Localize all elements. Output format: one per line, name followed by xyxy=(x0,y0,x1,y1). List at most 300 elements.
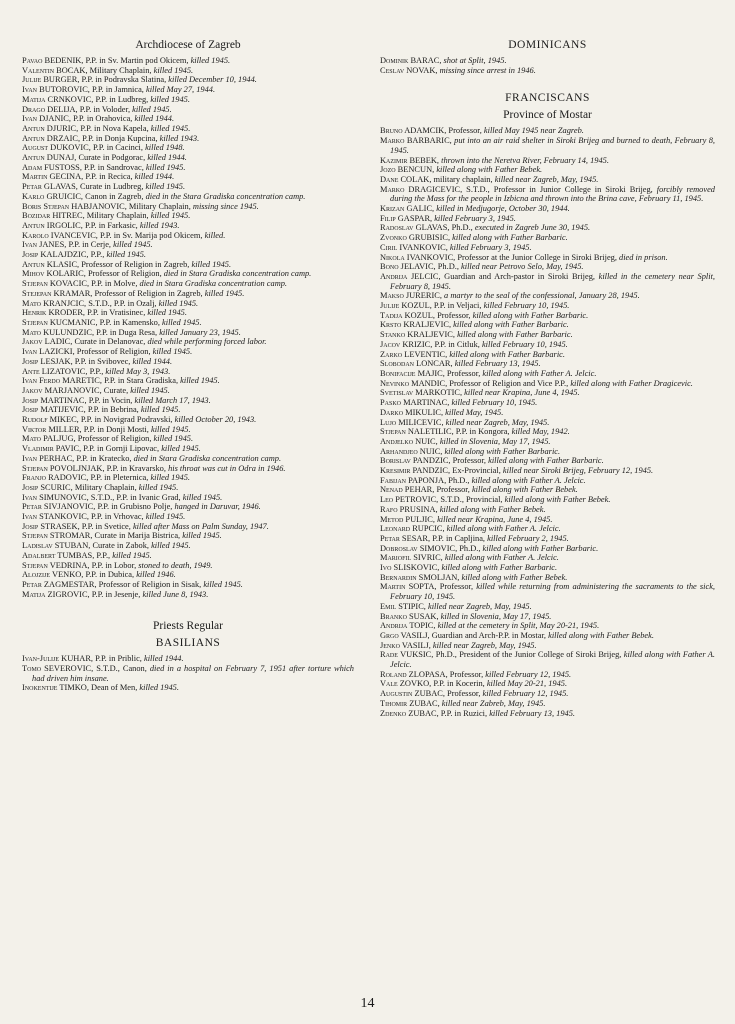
entry-name: Petar SESAR, xyxy=(380,533,431,543)
entry-role: Professor, xyxy=(436,485,470,495)
entry-name: Ceslav NOVAK, xyxy=(380,65,438,75)
entry-fate: stoned to death, 1949. xyxy=(138,560,213,570)
entry xyxy=(380,311,715,321)
entry-fate: killed along with Father Barbaric. xyxy=(452,233,568,243)
entry-fate: killed June 8, 1943. xyxy=(142,589,209,599)
entry xyxy=(22,308,354,318)
entry-role: P.P. in Svetice, xyxy=(81,521,131,531)
entry xyxy=(380,679,715,689)
entry-role: P.P. in Jamnica, xyxy=(92,85,144,95)
entry-name: Ivan LAZICKI, xyxy=(22,347,75,357)
entry-fate: killed in Medjugorje, October 30, 1944. xyxy=(436,204,570,214)
entry-role: P.P. in Cerje, xyxy=(68,240,112,250)
entry xyxy=(22,454,354,464)
entry-name: Rafo PRUSINA, xyxy=(380,504,438,514)
entry xyxy=(22,124,354,134)
entry-fate: died in Stara Gradiska concentration camp. xyxy=(139,279,288,289)
entry-name: Tihomir ZUBAC, xyxy=(380,698,440,708)
entry-name: Karolo IVANCEVIC, xyxy=(22,230,98,240)
entry-fate: killed 1945. xyxy=(139,683,179,693)
entry-fate: missing since arrest in 1946. xyxy=(439,65,536,75)
entry xyxy=(22,192,354,202)
entry-name: Ciril IVANKOVIC, xyxy=(380,242,448,252)
entry-fate: killed 1945. xyxy=(204,288,245,298)
entry-role: Curate in Podgorac, xyxy=(78,153,146,163)
entry-fate: killed 1945. xyxy=(145,182,186,192)
entry-role: P.P. in Podravska Slatina, xyxy=(81,75,167,85)
entry xyxy=(22,376,354,386)
entry-role: P.P. in Kratecko, xyxy=(76,453,132,463)
entry-name: Bono JELAVIC, xyxy=(380,262,436,272)
entry-name: Metod PULJIC, xyxy=(380,514,435,524)
entry-role: P.P. in Recica, xyxy=(85,172,133,182)
entry xyxy=(380,573,715,583)
entry-name: Roland ZLOPASA, xyxy=(380,669,448,679)
entry-role: Professor of Religion, xyxy=(76,347,151,357)
entry-role: Professor of Religion, xyxy=(87,269,162,279)
entry-fate: killed May, 1942. xyxy=(511,427,570,437)
entry-fate: killed along with Father A. Jelcic. xyxy=(471,475,586,485)
entry xyxy=(380,388,715,398)
entry-role: P.P. in Capljina, xyxy=(432,533,486,543)
entry-name: Ivan SIMUNOVIC, xyxy=(22,492,89,502)
entry-fate: killed 1945. xyxy=(151,541,191,551)
entry xyxy=(22,396,354,406)
entry-name: Jakov LADIC, xyxy=(22,337,73,347)
entry-fate: killed in Slovenia, May 17, 1945. xyxy=(440,611,552,621)
entry-name: Josip SCURIC, xyxy=(22,482,73,492)
entry-fate: killed 1945. xyxy=(158,298,199,308)
entry-name: Ivo SLISKOVIC, xyxy=(380,563,440,573)
entry xyxy=(380,379,715,389)
entry xyxy=(22,367,354,377)
entry-name: Antun IRGOLIC, xyxy=(22,220,83,230)
entry-name: Nenad PEHAR, xyxy=(380,485,435,495)
entry-fate: killed January 23, 1945. xyxy=(159,327,241,337)
entry-role: Professor, xyxy=(449,669,484,679)
entry-fate: killed along with Father Bebek. xyxy=(461,572,568,582)
entry-role: P.P. in Donja Kupcina, xyxy=(82,133,158,143)
entry-role: P.P. in Orahovica, xyxy=(73,114,133,124)
entry xyxy=(22,318,354,328)
entry-name: Franjo RADOVIC, xyxy=(22,473,89,483)
entry xyxy=(380,670,715,680)
entry-role: Ph.D., xyxy=(459,543,481,553)
entry xyxy=(22,114,354,124)
entry-name: Martin SOPTA, xyxy=(380,582,437,592)
entry-role: P.P. in Ruzici, xyxy=(440,708,488,718)
entry-name: Ivan STANKOVIC, xyxy=(22,512,89,522)
entry-name: Alojzije VENKO, xyxy=(22,570,84,580)
entry-fate: killed along with Father Barbaric. xyxy=(472,310,589,320)
entry xyxy=(380,156,715,166)
entry xyxy=(380,233,715,243)
entry-fate: shot at Split, 1945. xyxy=(443,56,507,65)
entry-role: Military Chaplain, xyxy=(89,65,152,75)
entry-role: Professor of Religion in Zagreb, xyxy=(81,259,190,269)
entry-fate: killed 1945. xyxy=(132,104,172,114)
entry-role: P.P. in Novigrad Podravski, xyxy=(80,415,173,425)
entry xyxy=(22,493,354,503)
entry xyxy=(22,434,354,444)
entry-role: P.P. in Veljaci, xyxy=(433,301,482,311)
entry-name: Julije BURGER, xyxy=(22,75,80,85)
entry-fate: died in the Stara Gradiska concentration camp. xyxy=(145,191,306,201)
entry xyxy=(380,253,715,263)
entry-fate: killed February 3, 1945. xyxy=(434,213,516,223)
entry xyxy=(380,544,715,554)
entry xyxy=(380,291,715,301)
entry-fate: killed along with Father Bebek. xyxy=(436,165,543,175)
entry xyxy=(380,524,715,534)
entry-name: Tadija KOZUL, xyxy=(380,310,436,320)
entry-role: P.P. in Kravarsko, xyxy=(106,463,166,473)
entry-fate: killed February 2, 1945. xyxy=(487,533,569,543)
entry xyxy=(22,512,354,522)
entry-name: Krizan GALIC, xyxy=(380,204,435,214)
entry-fate: thrown into the Neretva River, February 14, 1945. xyxy=(441,155,609,165)
entry xyxy=(22,299,354,309)
entry xyxy=(22,337,354,347)
entry xyxy=(22,551,354,561)
entry-role: P.P. in Donji Mosti, xyxy=(83,424,149,434)
entry xyxy=(22,221,354,231)
entry-role: Professor at the Junior College in Siroki Brijeg, xyxy=(457,252,617,262)
entry-role: P.P. in Vrhovac, xyxy=(91,512,144,522)
entry-fate: killed 1944. xyxy=(144,654,184,664)
entry-name: Matija ZIGROVIC, xyxy=(22,589,90,599)
entry-role: Professor of Religion, xyxy=(77,434,152,444)
entry-name: Kazimir BEBEK, xyxy=(380,155,440,165)
entry-fate: killed near Siroki Brijeg, February 12, 1945. xyxy=(502,466,654,476)
entry xyxy=(22,502,354,512)
entry-name: Stjepan POVOLJNJAK, xyxy=(22,463,105,473)
entry-name: Filip GASPAR, xyxy=(380,213,433,223)
section-heading-province-of-mostar: Province of Mostar xyxy=(503,109,592,122)
entry-role: P.P. in Dubica, xyxy=(85,570,135,580)
entry-fate: killed 1944. xyxy=(134,114,175,124)
entry-name: Jacov KRIZIC, xyxy=(380,339,433,349)
entry xyxy=(22,56,354,66)
entry-role: P.P. in Vocin, xyxy=(88,395,133,405)
entry xyxy=(380,408,715,418)
entry-name: Leo PETROVIC, xyxy=(380,495,439,505)
entry-name: Stjepan KOVACIC, xyxy=(22,279,90,289)
entry-role: S.T.D., Provincial, xyxy=(440,495,503,505)
entry-name: Dane COLAK, xyxy=(380,174,432,184)
entry-fate: killed 1945. xyxy=(147,308,187,318)
entry-fate: killed 1945. xyxy=(140,405,181,415)
entry-fate: killed while returning from administering the sacraments to the sick, February 10, 1945. xyxy=(390,582,715,602)
entry-name: Mato KRANJCIC, xyxy=(22,298,87,308)
entry-fate: killed near Zagreb, May, 1945. xyxy=(494,174,599,184)
entry-name: Marko BARBARIC, xyxy=(380,136,452,146)
entry xyxy=(380,243,715,253)
entry-role: Guardian and Arch-pastor in Siroki Brijeg, xyxy=(444,271,595,281)
entry xyxy=(22,172,354,182)
entry-fate: killed near Krapina, June 4, 1945. xyxy=(464,388,580,398)
entry-name: Rudolf MIKEC, xyxy=(22,415,79,425)
entry xyxy=(22,75,354,85)
entry xyxy=(22,425,354,435)
entry xyxy=(22,211,354,221)
entry xyxy=(22,561,354,571)
entry-fate: killed in the cemetery near Split, February 8, 1945. xyxy=(390,271,716,291)
entry-fate: died in a hospital on February 7, 1951 after torture which had driven him insane. xyxy=(32,664,354,683)
entry-name: Inokentije TIMKO, xyxy=(22,683,89,693)
entry-fate: killed along with Father Barbaric. xyxy=(444,446,561,456)
entry-fate: killed 1948. xyxy=(145,143,185,153)
entry-fate: killed May, 1945. xyxy=(445,407,504,417)
entry-name: Fabijan PAPONJA, xyxy=(380,475,447,485)
entry-fate: killed at the cemetery in Split, May 20-21, 1945. xyxy=(437,621,600,631)
entry-role: P.P. in Stara Gradiska, xyxy=(104,376,179,386)
entry-role: P.P. in Duga Resa, xyxy=(96,327,158,337)
entry xyxy=(380,398,715,408)
entry-role: P.P. in Kongora, xyxy=(455,427,510,437)
entry xyxy=(22,444,354,454)
entry xyxy=(380,126,715,136)
entry xyxy=(380,534,715,544)
entry-fate: killed along with Father Barbaric. xyxy=(457,330,573,340)
entry-fate: killed along with Father A. Jelcic. xyxy=(444,553,559,563)
left-column xyxy=(22,38,354,693)
entry xyxy=(22,163,354,173)
entry-role: Professor, xyxy=(447,689,481,699)
section-heading-franciscans: FRANCISCANS xyxy=(505,92,590,105)
entry-name: Stjepan VEDRINA, xyxy=(22,560,90,570)
entry-fate: killed 1945. xyxy=(138,482,179,492)
entry-fate: killed near Petrovo Selo, May, 1945. xyxy=(461,262,584,272)
entry-name: Stjepan NALETILIC, xyxy=(380,427,454,437)
entry xyxy=(380,340,715,350)
entry-fate: killed 1945. xyxy=(150,123,191,133)
entry-name: August DUKOVIC, xyxy=(22,143,91,153)
entry-name: Zarko LEVENTIC, xyxy=(380,349,448,359)
entry-name: Grgo VASILJ, xyxy=(380,630,430,640)
entry-fate: killed December 10, 1944. xyxy=(168,75,257,85)
entry xyxy=(380,437,715,447)
entry-fate: killed 1945. xyxy=(145,162,186,172)
entry xyxy=(380,359,715,369)
entry-name: Ivan BUTOROVIC, xyxy=(22,85,90,95)
entry-fate: killed. xyxy=(204,230,226,240)
entry-name: Henrik KRODER, xyxy=(22,308,85,318)
entry-role: P.P. in Ludbreg, xyxy=(95,94,149,104)
entry-fate: killed along with Father Barbaric. xyxy=(488,456,604,466)
entry xyxy=(380,699,715,709)
entry-name: Mato PALJUG, xyxy=(22,434,76,444)
entry xyxy=(22,541,354,551)
entry-fate: killed 1945. xyxy=(203,579,243,589)
entry-fate: killed 1944. xyxy=(132,356,173,366)
entry-role: S.T.D., Canon, xyxy=(96,664,147,674)
entry-name: Ladislav STUBAN, xyxy=(22,541,91,551)
entry-name: Mihov KOLARIC, xyxy=(22,269,86,279)
entry xyxy=(380,350,715,360)
entry-name: Bonifacije MAJIC, xyxy=(380,368,445,378)
entry-fate: killed February 13, 1945. xyxy=(489,708,576,718)
entry-name: Zvonko GRUBISIC, xyxy=(380,233,451,243)
entry-fate: executed in Zagreb June 30, 1945. xyxy=(474,223,591,233)
entry-name: Antun DRZAIC, xyxy=(22,133,81,143)
entry-name: Josip KALAJDZIC, xyxy=(22,250,89,260)
entry-name: Petar SIVJANOVIC, xyxy=(22,502,96,512)
entry xyxy=(380,495,715,505)
entry-name: Rade VUKSIC, xyxy=(380,650,434,660)
entry-name: Josip MARTINAC, xyxy=(22,395,87,405)
entry-role: Professor, xyxy=(439,582,474,592)
entry-name: Branko SUSAK, xyxy=(380,611,439,621)
entry-name: Pasko MARTINAC, xyxy=(380,398,450,408)
entry-role: Ph.D., xyxy=(448,475,470,485)
entry-fate: killed near Zagreb, May, 1945. xyxy=(445,417,550,427)
entry-role: P.P., xyxy=(96,550,111,560)
entry-role: P.P. in Sv. Martin pod Okicem, xyxy=(85,56,189,65)
entry-role: P.P. in Lobor, xyxy=(91,560,137,570)
entry-fate: killed along with Father Barbaric. xyxy=(441,563,558,573)
entry xyxy=(380,185,715,204)
entry-fate: killed near Zabreb, May, 1945. xyxy=(441,698,546,708)
entry xyxy=(380,56,715,66)
entry-role: P.P., xyxy=(89,366,104,376)
entry xyxy=(22,357,354,367)
entry xyxy=(380,175,715,185)
entry-name: Antun KLASIC, xyxy=(22,259,80,269)
entry-role: Curate in Delanovac, xyxy=(74,337,146,347)
entry-fate: killed March 17, 1943. xyxy=(134,395,211,405)
entry-role: P.P. in Cacinci, xyxy=(92,143,143,153)
entry-fate: killed along with Father A. Jelcic. xyxy=(390,650,716,670)
entry-fate: killed February 10, 1945. xyxy=(481,339,568,349)
entry xyxy=(22,260,354,270)
entry-fate: killed along with Father Barbaric. xyxy=(449,349,565,359)
entry-role: P.P. in Molve, xyxy=(91,279,138,289)
entry-role: Military Chaplain, xyxy=(128,201,191,211)
entry xyxy=(22,580,354,590)
entry-name: Andjelko NUIC, xyxy=(380,436,438,446)
entry-name: Emil STIPIC, xyxy=(380,601,426,611)
entry-fate: killed October 20, 1943. xyxy=(174,415,257,425)
entry-role: Professor, xyxy=(446,368,481,378)
entry-fate: killed 1943. xyxy=(159,133,200,143)
entry-role: Professor of Religion in Sisak, xyxy=(98,579,202,589)
entry-fate: killed 1944. xyxy=(147,153,187,163)
entry-fate: put into an air raid shelter in Siroki Brijeg and burned to death, February 8, 1945. xyxy=(390,136,715,155)
entry xyxy=(22,269,354,279)
entry xyxy=(22,105,354,115)
entry-role: Canon in Zagreb, xyxy=(85,191,144,201)
entry-role: P.P. in Grubisno Polje, xyxy=(97,502,173,512)
entry-fate: killed after Mass on Palm Sunday, 1947. xyxy=(132,521,269,531)
entry-fate: killed along with Father A. Jelcic. xyxy=(446,524,561,534)
entry xyxy=(380,272,715,291)
entry-name: Karlo GRUICIC, xyxy=(22,191,84,201)
entry xyxy=(22,85,354,95)
entry-name: Stanko KRALJEVIC, xyxy=(380,330,455,340)
entry xyxy=(22,683,354,693)
entry-fate: died in prison. xyxy=(619,252,668,262)
entry-name: Andrija TOPIC, xyxy=(380,621,436,631)
entry-role: Curate in Ludbreg, xyxy=(79,182,144,192)
entry-name: Drago DELIJA, xyxy=(22,104,78,114)
entry xyxy=(380,466,715,476)
entry-name: Bernardin SMOLJAN, xyxy=(380,572,460,582)
entry-fate: killed 1945. xyxy=(180,376,220,386)
entry xyxy=(380,320,715,330)
entry xyxy=(380,612,715,622)
entry-fate: killed 1945. xyxy=(145,512,186,522)
entry-fate: killed near Zagreb, May, 1945. xyxy=(428,601,532,611)
entry xyxy=(380,476,715,486)
entry-name: Arhandjeo NUIC, xyxy=(380,446,443,456)
entry-name: Augustin ZUBAC, xyxy=(380,689,445,699)
entry-name: Matija CRNKOVIC, xyxy=(22,94,94,104)
entry-name: Viktor MILLER, xyxy=(22,424,82,434)
entry-fate: died in Stara Gradiska concentration camp. xyxy=(163,269,312,279)
entry-name: Dominik BARAC, xyxy=(380,56,442,65)
entry-name: Pavao BEDENIK, xyxy=(22,56,84,65)
entry-role: Curate, xyxy=(103,385,129,395)
entry xyxy=(380,165,715,175)
entry-role: Curate in Zabok, xyxy=(92,541,149,551)
entry-name: Vale ZOVKO, xyxy=(380,679,432,689)
entry xyxy=(22,153,354,163)
entry-name: Jenko VASILJ, xyxy=(380,640,431,650)
entry-name: Vladimir PAVIC, xyxy=(22,444,82,454)
entry-role: S.T.D., P.P. in Ozalj, xyxy=(88,298,157,308)
entry-fate: killed along with Father Barbaric. xyxy=(453,320,569,330)
entry-fate: killed 1945. xyxy=(150,94,190,104)
entry-name: Antun DUNAJ, xyxy=(22,153,77,163)
entry-role: Guardian and Arch-P.P. in Mostar, xyxy=(431,630,547,640)
entry-name: Nikola IVANKOVIC, xyxy=(380,252,456,262)
entry xyxy=(22,289,354,299)
entry xyxy=(380,650,715,669)
entry xyxy=(22,464,354,474)
entry xyxy=(380,418,715,428)
entry xyxy=(22,231,354,241)
entry-name: Lujo MILICEVIC, xyxy=(380,417,444,427)
entry-name: Ivan Ferdo MARETIC, xyxy=(22,376,102,386)
entry xyxy=(22,134,354,144)
entry-fate: killed February 10, 1945. xyxy=(451,398,538,408)
entry xyxy=(380,621,715,631)
entry-fate: killed February 13, 1945. xyxy=(454,359,541,369)
entry xyxy=(22,240,354,250)
entry xyxy=(22,182,354,192)
entry-role: P.P., xyxy=(90,250,105,260)
entry-name: Martin GECINA, xyxy=(22,172,84,182)
entry xyxy=(380,563,715,573)
entry-role: P.P. in Citluk, xyxy=(434,339,480,349)
entry xyxy=(380,641,715,651)
entry xyxy=(380,553,715,563)
entry-fate: killed 1945. xyxy=(113,240,153,250)
entry-name: Jozo BENCUN, xyxy=(380,165,435,175)
entry-name: Boris Stjepan HABJANOVIC, xyxy=(22,201,127,211)
entry-name: Ivan-Julije KUHAR, xyxy=(22,654,94,664)
entry-fate: killed May 1945 near Zagreb. xyxy=(483,126,584,136)
entry-role: P.P. in Farkasic, xyxy=(84,220,138,230)
entry xyxy=(380,369,715,379)
entry-role: P.P. in Jesenje, xyxy=(91,589,141,599)
entry xyxy=(22,250,354,260)
entry-role: P.P. in Sv. Marija pod Okicem, xyxy=(99,230,203,240)
entry xyxy=(22,386,354,396)
entry-role: P.P. in Priblic, xyxy=(95,654,142,664)
entry-fate: killed February 3, 1945. xyxy=(449,242,532,252)
